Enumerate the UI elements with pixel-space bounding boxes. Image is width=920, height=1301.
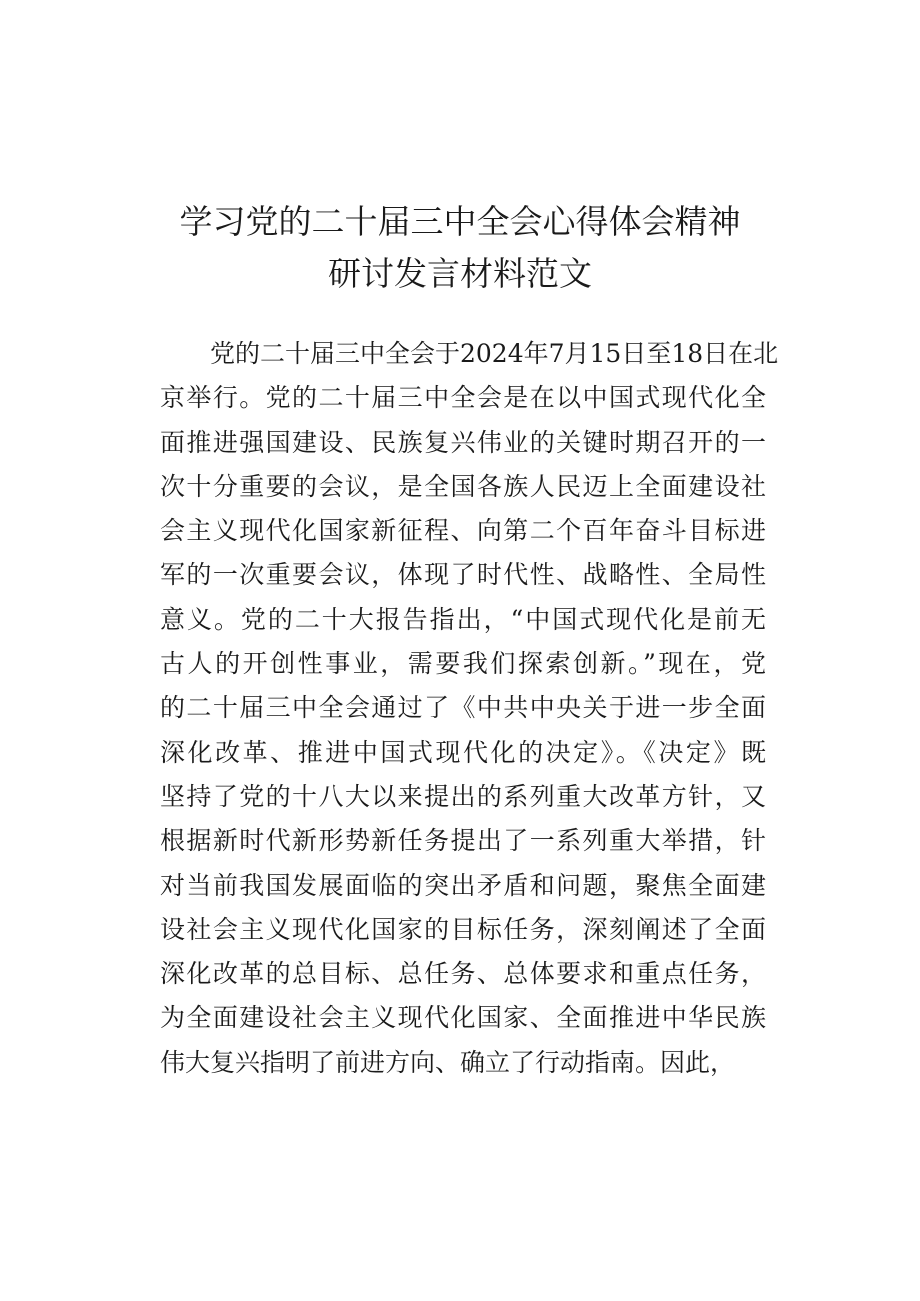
body-line: 京举行。党的二十届三中全会是在以中国式现代化全 (160, 383, 766, 413)
body-line: 古人的开创性事业，需要我们探索创新。”现在，党 (160, 649, 766, 679)
body-line: 根据新时代新形势新任务提出了一系列重大举措，针 (160, 826, 766, 856)
body-line: 军的一次重要会议，体现了时代性、战略性、全局性 (160, 560, 766, 590)
body-line: 面推进强国建设、民族复兴伟业的关键时期召开的一 (160, 427, 766, 457)
body-line: 深化改革、推进中国式现代化的决定》。《决定》既 (160, 737, 766, 767)
body-line: 会主义现代化国家新征程、向第二个百年奋斗目标进 (160, 516, 766, 546)
body-line: 为全面建设社会主义现代化国家、全面推进中华民族 (160, 1003, 766, 1033)
body-line: 坚持了党的十八大以来提出的系列重大改革方针，又 (160, 781, 766, 811)
document-title (0, 196, 920, 300)
body-line: 深化改革的总目标、总任务、总体要求和重点任务， (160, 959, 766, 989)
body-line: 的二十届三中全会通过了《中共中央关于进一步全面 (160, 693, 766, 723)
body-line: 党的二十届三中全会于2024年7月15日至18日在北 (210, 339, 779, 368)
body-line: 意义。党的二十大报告指出，“中国式现代化是前无 (160, 604, 766, 634)
body-line: 次十分重要的会议，是全国各族人民迈上全面建设社 (160, 471, 766, 501)
body-line: 设社会主义现代化国家的目标任务，深刻阐述了全面 (160, 914, 766, 944)
body-line: 伟大复兴指明了前进方向、确立了行动指南。因此， (160, 1047, 736, 1077)
body-line: 对当前我国发展面临的突出矛盾和问题，聚焦全面建 (160, 870, 766, 900)
document-body (160, 332, 779, 1085)
title-line-1: 学习党的二十届三中全会心得体会精神 (179, 202, 741, 241)
title-line-2: 研讨发言材料范文 (328, 254, 592, 293)
